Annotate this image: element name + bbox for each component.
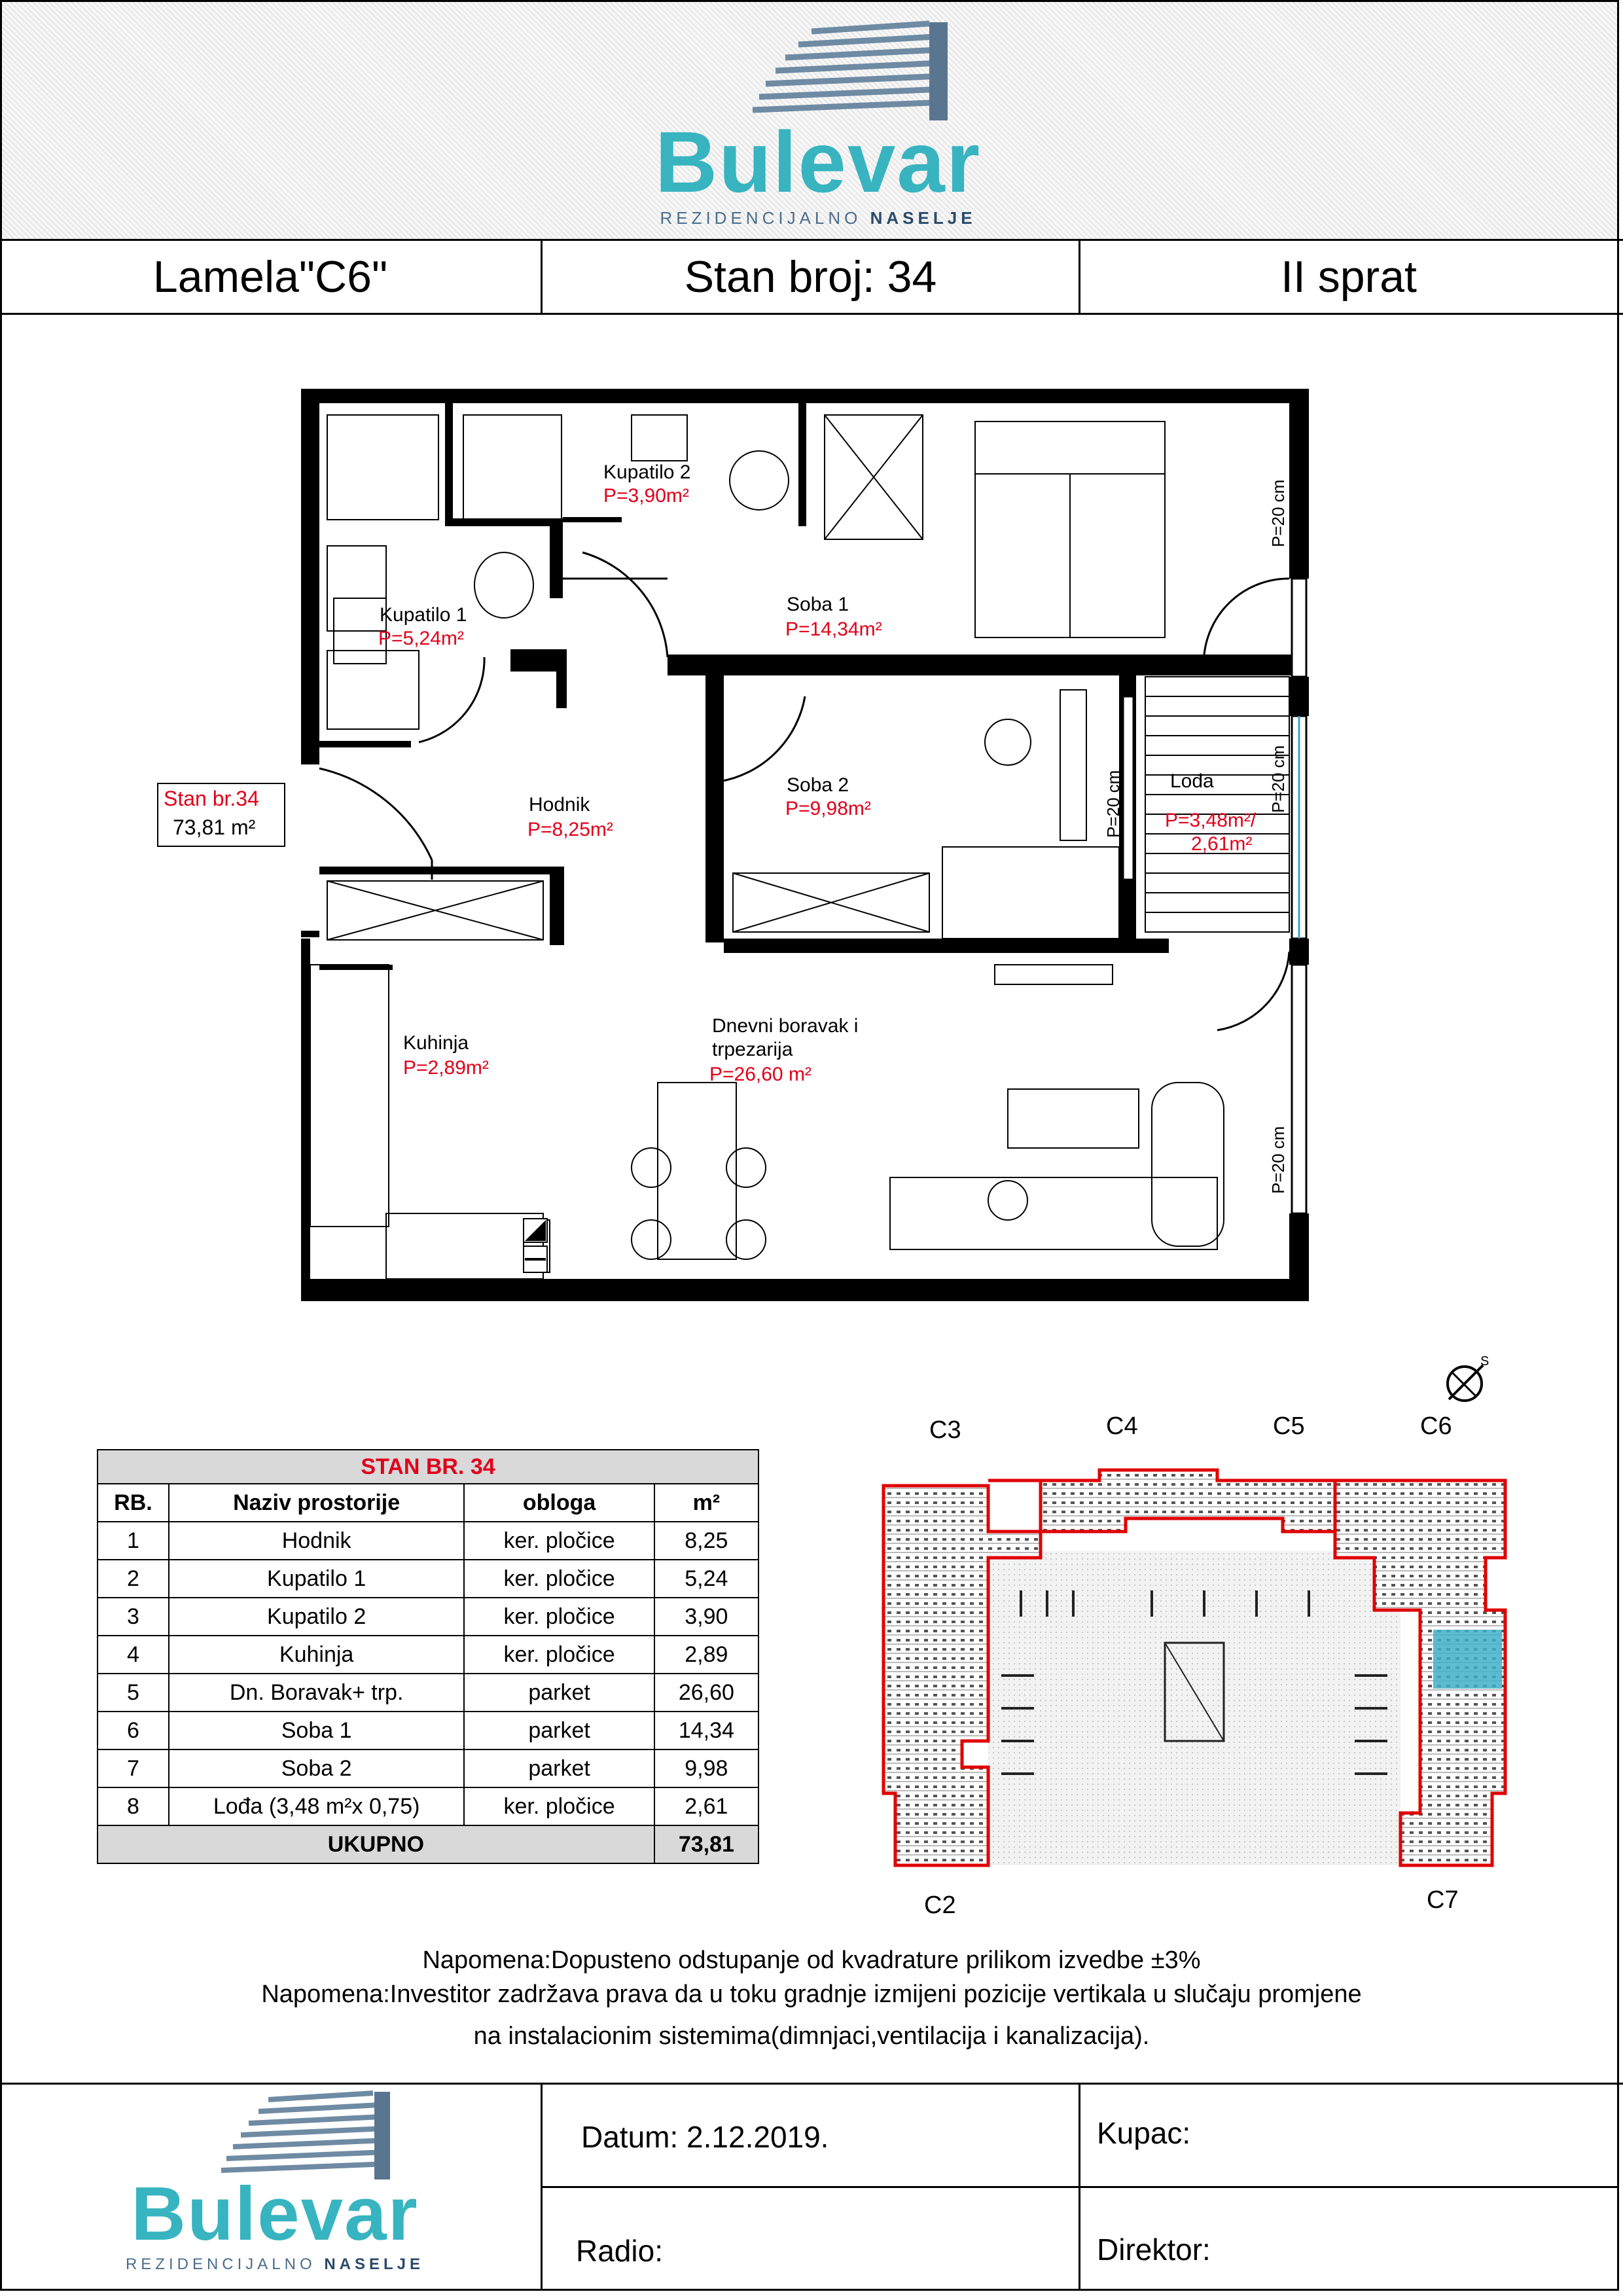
room-name-soba1: Soba 1 [787,594,849,615]
table-cell: ker. pločice [464,1560,654,1598]
table-header-row [98,1484,758,1522]
table-total-value: 73,81 [654,1825,758,1863]
table-cell: 4 [98,1636,169,1674]
table-row [98,1522,758,1560]
table-row [98,1712,758,1749]
brand-subtitle [124,2255,425,2274]
table-header-naziv: Naziv prostorije [169,1484,465,1522]
table-cell: parket [464,1674,654,1712]
brand-subtitle-bold: NASELJE [324,2255,425,2273]
table-cell: Hodnik [169,1522,465,1560]
table-row [98,1749,758,1787]
window-label-1: P=20 cm [1268,479,1288,547]
table-cell: parket [464,1749,654,1787]
table-cell: 2 [98,1560,169,1598]
table-total-label: UKUPNO [98,1825,654,1863]
note-2: Napomena:Investitor zadržava prava da u toku gradnje izmijeni pozicije vertikala u slučaju promjene [261,1981,1362,2008]
room-name-dnevni: Dnevni boravak i [712,1015,859,1037]
table-cell: 3 [98,1598,169,1636]
room-area-kupatilo1: P=5,24m² [378,628,464,649]
footer-datum: Datum: 2.12.2019. [581,2120,829,2154]
table-cell: Kuhinja [169,1636,465,1674]
table-cell: 9,98 [654,1749,758,1787]
key-plan-drawing [877,1427,1531,1924]
table-cell: Kupatilo 1 [169,1560,465,1598]
table-cell: ker. pločice [464,1636,654,1674]
brand-name: Bulevar [131,2171,419,2256]
key-plan [877,1412,1531,1924]
footer-radio: Radio: [576,2234,663,2268]
table-cell: ker. pločice [464,1598,654,1636]
table-cell: 2,89 [654,1636,758,1674]
stan-title: Stan broj: 34 [684,252,937,302]
highlight-apartment [1433,1630,1502,1689]
table-cell: 2,61 [654,1787,758,1825]
room-name-dnevni-2: trpezarija [712,1039,793,1060]
room-area-dnevni: P=26,60 m² [709,1064,812,1085]
table-cell: Soba 1 [169,1712,465,1749]
table-header-obloga: obloga [464,1484,654,1522]
window-label-3: P=20 cm [1268,1126,1288,1194]
footer-kupac: Kupac: [1097,2116,1191,2150]
room-area-soba2: P=9,98m² [785,798,871,819]
brand-subtitle-bold: NASELJE [870,208,976,228]
table-row [98,1598,758,1636]
room-name-kupatilo2: Kupatilo 2 [603,461,691,483]
sprat-title: II sprat [1281,252,1417,302]
table-cell: Kupatilo 2 [169,1598,465,1636]
table-cell: 8,25 [654,1522,758,1560]
room-area-kupatilo2: P=3,90m² [603,485,689,507]
table-cell: parket [464,1712,654,1749]
table-cell: 5 [98,1674,169,1712]
svg-text:S: S [1480,1354,1489,1369]
table-header-m2: m² [654,1484,758,1522]
table-row [98,1674,758,1712]
stan-area-label: Stan br.34 [164,787,259,810]
table-cell: 26,60 [654,1674,758,1712]
table-cell: 1 [98,1522,169,1560]
key-label-c2: C2 [924,1892,956,1919]
stan-area-value: 73,81 m² [173,816,256,839]
room-name-hodnik: Hodnik [529,794,590,816]
room-name-kupatilo1: Kupatilo 1 [380,604,467,626]
table-cell: 6 [98,1712,169,1749]
brand-logo-bottom [124,2088,425,2284]
floor-plan [301,389,1315,1312]
compass-icon [1440,1351,1499,1410]
room-name-loda: Lođa [1170,770,1214,792]
table-row [98,1560,758,1598]
table-title: STAN BR. 34 [98,1450,758,1484]
table-cell: Dn. Boravak+ trp. [169,1674,465,1712]
table-row [98,1636,758,1674]
lamela-title: Lamela"C6" [152,252,388,302]
note-1: Napomena:Dopusteno odstupanje od kvadrature prilikom izvedbe ±3% [422,1946,1201,1974]
building-logo-icon [648,18,988,130]
brand-name: Bulevar [654,114,982,210]
rooms-table [97,1449,759,1864]
footer-direktor: Direktor: [1097,2233,1211,2267]
table-cell: 8 [98,1787,169,1825]
table-cell: ker. pločice [464,1522,654,1560]
table-row [98,1787,758,1825]
brand-logo-top [648,18,988,234]
table-total-row [98,1825,758,1863]
room-area-loda-2: 2,61m² [1191,833,1253,855]
stan-area-box [157,783,285,847]
table-header-rb: RB. [98,1484,169,1522]
table-cell: ker. pločice [464,1787,654,1825]
table-cell: Lođa (3,48 m²x 0,75) [169,1787,465,1825]
room-name-kuhinja: Kuhinja [403,1032,469,1054]
room-name-soba2: Soba 2 [787,774,849,796]
brand-subtitle [648,208,988,228]
table-cell: 14,34 [654,1712,758,1749]
key-label-c6: C6 [1420,1412,1452,1440]
key-label-c7: C7 [1427,1886,1459,1914]
key-label-c3: C3 [929,1416,961,1444]
room-area-soba1: P=14,34m² [785,619,882,640]
floor-plan-drawing [301,389,1315,1312]
window-label-4: P=20 cm [1103,770,1123,838]
table-cell: 3,90 [654,1598,758,1636]
table-cell: 5,24 [654,1560,758,1598]
table-cell: Soba 2 [169,1749,465,1787]
window-label-2: P=20 cm [1268,745,1288,813]
brand-subtitle-light: REZIDENCIJALNO [125,2255,316,2273]
table-cell: 7 [98,1749,169,1787]
brand-subtitle-light: REZIDENCIJALNO [660,208,862,228]
key-label-c5: C5 [1273,1412,1305,1440]
key-label-c4: C4 [1106,1412,1138,1440]
room-area-loda: P=3,48m²/ [1165,810,1257,831]
room-area-hodnik: P=8,25m² [527,819,613,840]
note-3: na instalacionim sistemima(dimnjaci,ventilacija i kanalizacija). [473,2022,1150,2050]
room-area-kuhinja: P=2,89m² [403,1057,489,1079]
